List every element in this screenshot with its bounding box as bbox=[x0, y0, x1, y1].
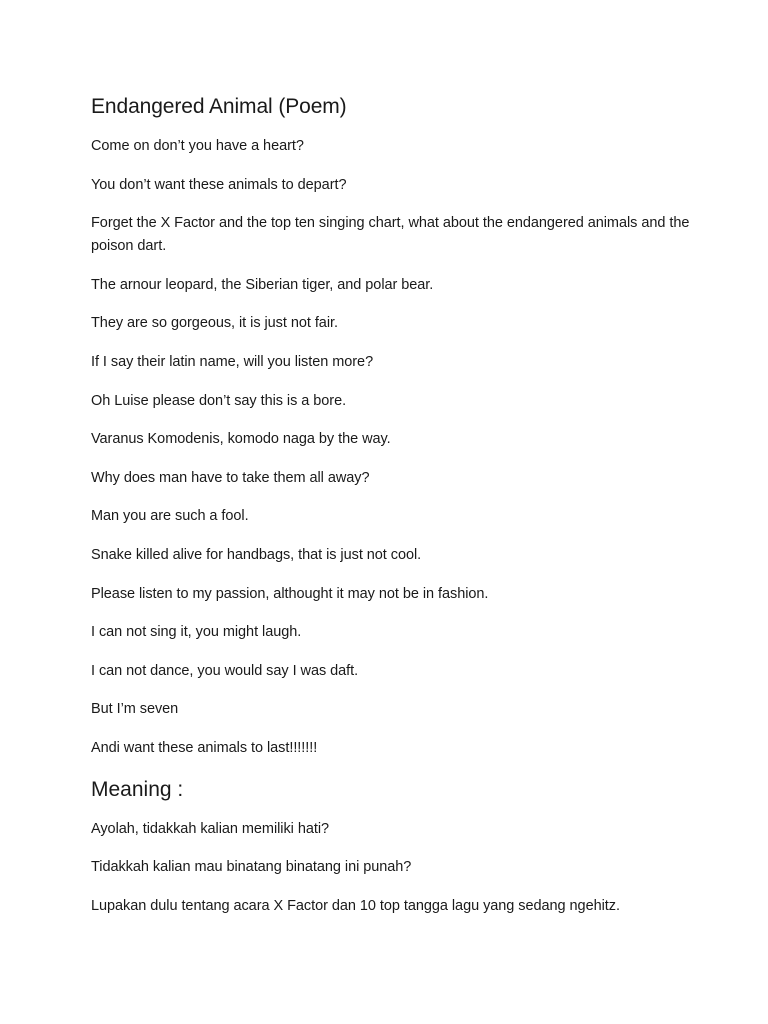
poem-line: I can not dance, you would say I was daft. bbox=[91, 662, 359, 679]
document-title: Endangered Animal (Poem) bbox=[91, 95, 347, 118]
poem-line: Why does man have to take them all away? bbox=[91, 469, 370, 486]
poem-line: Snake killed alive for handbags, that is just not cool. bbox=[91, 546, 422, 563]
poem-line: Andi want these animals to last!!!!!!! bbox=[91, 739, 318, 756]
meaning-heading: Meaning : bbox=[91, 777, 184, 801]
poem-line: They are so gorgeous, it is just not fair. bbox=[91, 315, 338, 332]
poem-line: Forget the X Factor and the top ten singing chart, what about the endangered animals and the poison dart. bbox=[91, 215, 690, 255]
poem-line: Come on don’t you have a heart? bbox=[91, 138, 304, 154]
poem-line: Oh Luise please don’t say this is a bore. bbox=[91, 392, 347, 409]
poem-line: I can not sing it, you might laugh. bbox=[91, 624, 302, 641]
poem-line: Please listen to my passion, althought it may not be in fashion. bbox=[91, 585, 489, 602]
poem-body bbox=[91, 135, 691, 760]
meaning-line: Lupakan dulu tentang acara X Factor dan 10 top tangga lagu yang sedang ngehitz. bbox=[91, 897, 620, 914]
poem-line: If I say their latin name, will you listen more? bbox=[91, 353, 374, 370]
poem-line: You don’t want these animals to depart? bbox=[91, 176, 347, 193]
meaning-line: Ayolah, tidakkah kalian memiliki hati? bbox=[91, 820, 330, 837]
document-content bbox=[91, 93, 691, 933]
poem-line: Varanus Komodenis, komodo naga by the way. bbox=[91, 431, 391, 448]
poem-line: But I’m seven bbox=[91, 701, 179, 718]
meaning-line: Tidakkah kalian mau binatang binatang ini punah? bbox=[91, 859, 412, 876]
poem-line: The arnour leopard, the Siberian tiger, and polar bear. bbox=[91, 276, 434, 293]
poem-line: Man you are such a fool. bbox=[91, 508, 249, 525]
meaning-body bbox=[91, 818, 691, 918]
